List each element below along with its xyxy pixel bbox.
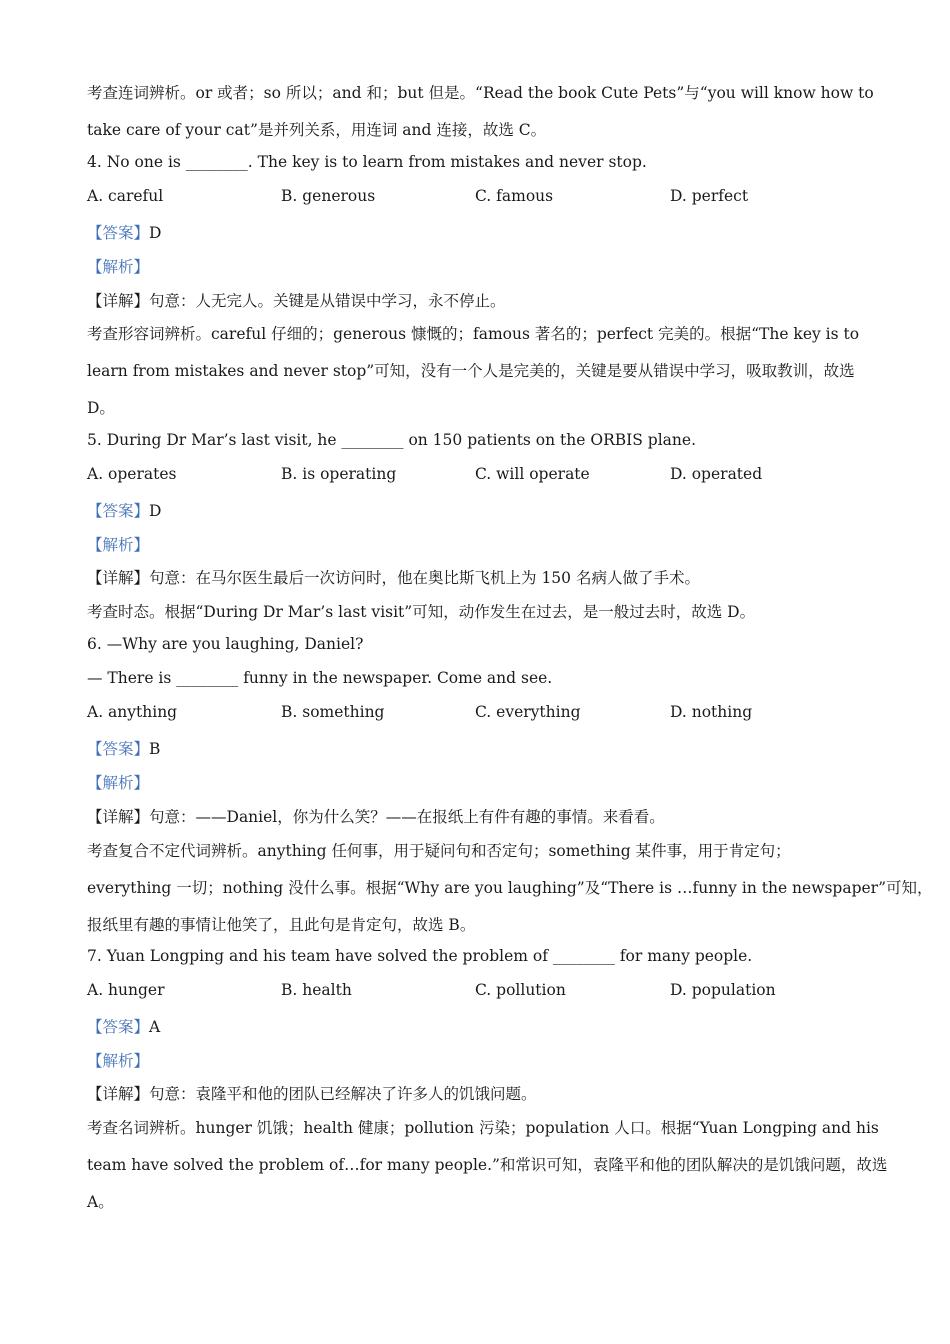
option-c: C. famous [475, 187, 554, 205]
option-c: C. everything [475, 703, 581, 721]
option-a: A. anything [87, 703, 178, 721]
analysis-tag-line [87, 1049, 149, 1071]
option-a: A. operates [87, 465, 177, 483]
options-row [87, 981, 887, 1003]
answer-tag: 【答案】 [87, 502, 150, 520]
option-a: A. hunger [87, 981, 165, 999]
detail-text: 句意：人无完人。关键是从错误中学习，永不停止。 [149, 292, 506, 310]
option-d: D. operated [670, 465, 763, 483]
detail-tag: 【详解】 [87, 569, 150, 587]
option-a: A. careful [87, 187, 164, 205]
analysis-tag: 【解析】 [87, 1052, 150, 1070]
detail-line: D。 [87, 399, 115, 417]
answer-tag: 【答案】 [87, 224, 150, 242]
analysis-tag: 【解析】 [87, 258, 150, 276]
answer-value: D [149, 502, 162, 520]
options-row [87, 465, 887, 487]
question-stem: 4. No one is ________. The key is to learn from mistakes and never stop. [87, 153, 647, 171]
detail-line: learn from mistakes and never stop”可知，没有一个人是完美的，关键是要从错误中学习，吸取教训，故选 [87, 362, 855, 380]
detail-line: A。 [87, 1193, 114, 1211]
intro-line: take care of your cat”是并列关系，用连词 and 连接，故选 C。 [87, 121, 547, 139]
analysis-tag-line [87, 771, 149, 793]
option-d: D. perfect [670, 187, 749, 205]
analysis-tag: 【解析】 [87, 774, 150, 792]
answer-line [87, 1015, 160, 1037]
analysis-tag: 【解析】 [87, 536, 150, 554]
detail-line [87, 289, 506, 311]
question-stem: 7. Yuan Longping and his team have solved the problem of ________ for many people. [87, 947, 753, 965]
answer-tag: 【答案】 [87, 1018, 150, 1036]
option-b: B. generous [281, 187, 376, 205]
answer-line [87, 737, 160, 759]
detail-line [87, 566, 700, 588]
option-c: C. will operate [475, 465, 590, 483]
answer-value: D [149, 224, 162, 242]
option-b: B. is operating [281, 465, 397, 483]
detail-tag: 【详解】 [87, 808, 150, 826]
detail-line: team have solved the problem of…for many people.”和常识可知，袁隆平和他的团队解决的是饥饿问题，故选 [87, 1156, 888, 1174]
answer-value: A [149, 1018, 161, 1036]
options-row [87, 703, 887, 725]
detail-line: 考查名词辨析。hunger 饥饿；health 健康；pollution 污染；population 人口。根据“Yuan Longping and his [87, 1119, 879, 1137]
detail-text: 句意：——Daniel，你为什么笑？——在报纸上有件有趣的事情。来看看。 [149, 808, 665, 826]
detail-tag: 【详解】 [87, 292, 150, 310]
option-b: B. health [281, 981, 352, 999]
question-stem: — There is ________ funny in the newspaper. Come and see. [87, 669, 553, 687]
detail-line [87, 1082, 537, 1104]
detail-line [87, 805, 665, 827]
answer-line [87, 221, 161, 243]
answer-line [87, 499, 161, 521]
option-b: B. something [281, 703, 385, 721]
options-row [87, 187, 887, 209]
detail-line: 报纸里有趣的事情让他笑了，且此句是肯定句，故选 B。 [87, 916, 476, 934]
answer-tag: 【答案】 [87, 740, 150, 758]
detail-text: 句意：在马尔医生最后一次访问时，他在奥比斯飞机上为 150 名病人做了手术。 [149, 569, 700, 587]
answer-value: B [149, 740, 161, 758]
option-d: D. population [670, 981, 776, 999]
question-stem: 5. During Dr Mar’s last visit, he ________ on 150 patients on the ORBIS plane. [87, 431, 697, 449]
detail-text: 句意：袁隆平和他的团队已经解决了许多人的饥饿问题。 [149, 1085, 537, 1103]
option-d: D. nothing [670, 703, 753, 721]
option-c: C. pollution [475, 981, 566, 999]
detail-line: 考查复合不定代词辨析。anything 任何事，用于疑问句和否定句；something 某件事，用于肯定句； [87, 842, 791, 860]
intro-line: 考查连词辨析。or 或者；so 所以；and 和；but 但是。“Read the book Cute Pets”与“you will know how to [87, 84, 874, 102]
detail-line: 考查时态。根据“During Dr Mar’s last visit”可知，动作发生在过去，是一般过去时，故选 D。 [87, 603, 756, 621]
question-stem: 6. —Why are you laughing, Daniel? [87, 635, 364, 653]
detail-line: everything 一切；nothing 没什么事。根据“Why are you laughing”及“There is …funny in the newspaper”可知， [87, 879, 933, 897]
analysis-tag-line [87, 533, 149, 555]
detail-tag: 【详解】 [87, 1085, 150, 1103]
detail-line: 考查形容词辨析。careful 仔细的；generous 慷慨的；famous 著名的；perfect 完美的。根据“The key is to [87, 325, 860, 343]
analysis-tag-line [87, 255, 149, 277]
